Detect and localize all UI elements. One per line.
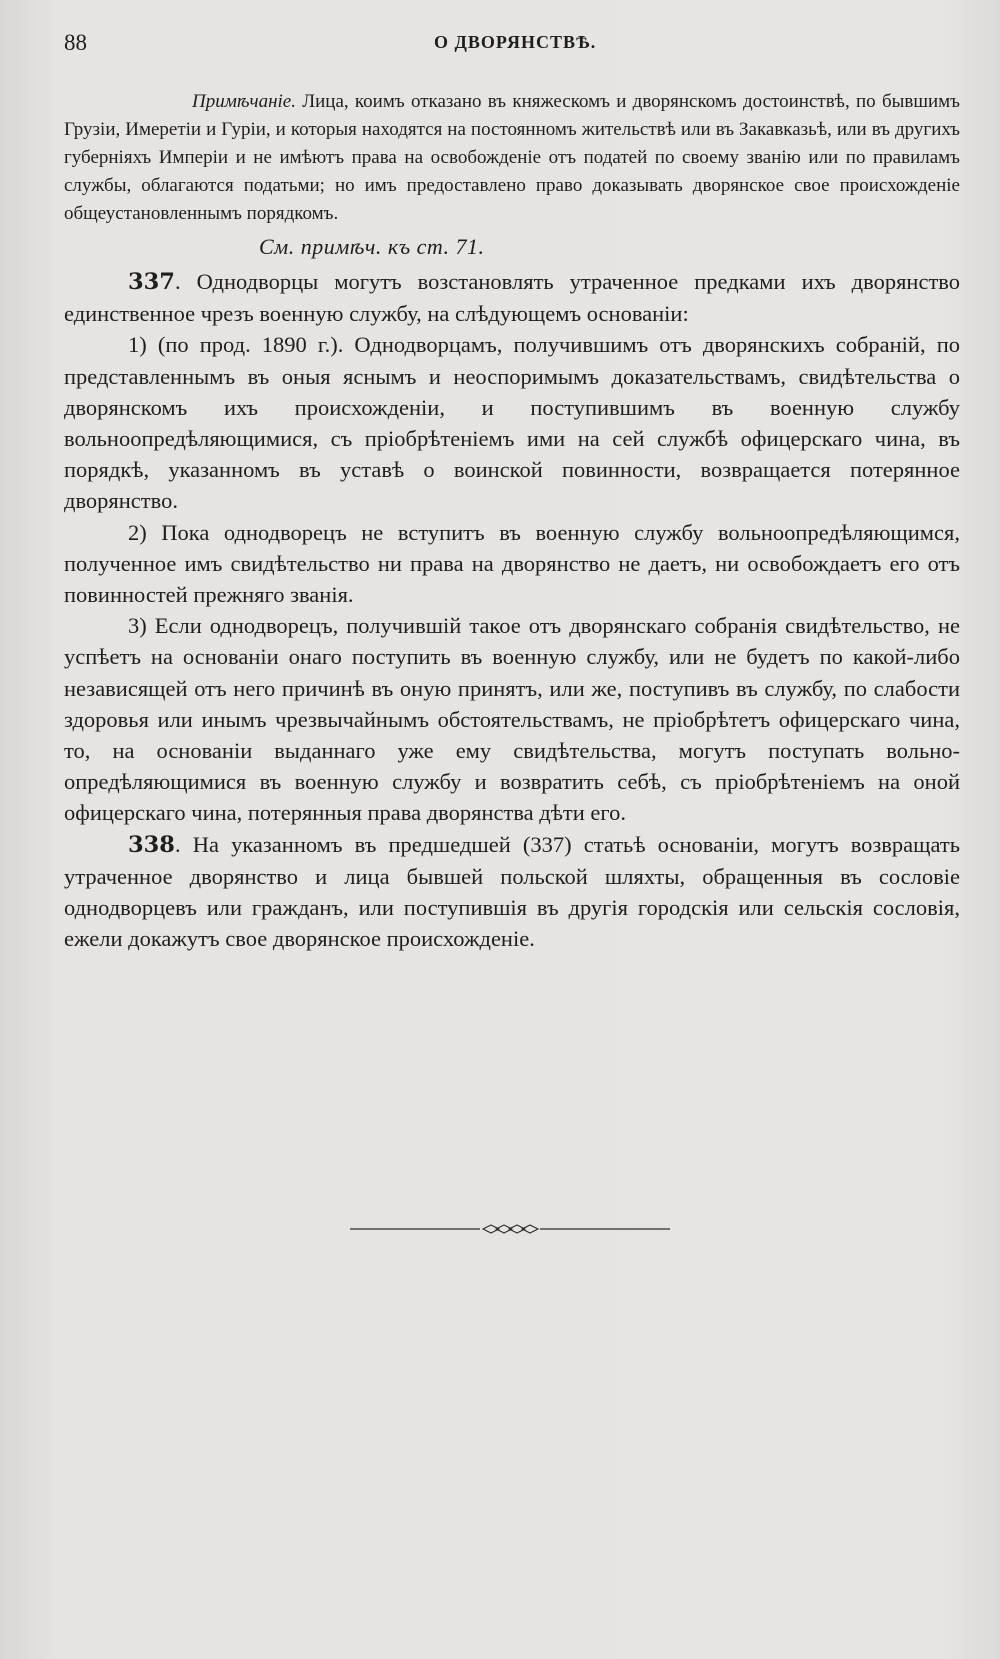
page-body (64, 88, 960, 954)
section-divider (350, 1223, 670, 1235)
note-text: Лица, коимъ отказано въ княжескомъ и дворянскомъ достоинствѣ, по бывшимъ Грузіи, Имеретіи и Гуріи, и которыя находятся на постоянномъ жительствѣ или въ Закавказьѣ, или въ другихъ губерніяхъ Имперіи и не имѣютъ права на освобожденіе отъ податей по своему званію или по правиламъ службы, облагаются податьми; но имъ предоставлено право доказывать дворянское свое происхожденіе общеустановленнымъ порядкомъ. (64, 91, 960, 224)
article-337 (64, 266, 960, 329)
note-paragraph (64, 88, 960, 228)
article-item-2: 2) Пока однодворецъ не вступитъ въ военную службу вольноопредѣляющимся, полученное имъ свидѣтельство ни права на дворянство не даетъ, ни освобождаетъ его отъ повинностей прежняго званія. (64, 519, 960, 608)
article-338 (64, 829, 960, 955)
article-item-3: 3) Если однодворецъ, получившій такое отъ дворянскаго собранія свидѣтельство, не успѣетъ на основаніи онаго поступить въ военную службу, или не будетъ по какой-либо независящей отъ него причинѣ въ оную принятъ, или же, поступивъ въ службу, по слабости здоровья или инымъ чрезвычайнымъ обстоятельствамъ, не пріобрѣтетъ офицерскаго чина, то, на основаніи выданнаго уже ему свидѣтельства, могутъ поступать вольно-опредѣляющимися въ военную службу и возвратить себѣ, съ пріобрѣтеніемъ на оной офицерскаго чина, потерянныя права дворянства дѣти его. (64, 613, 960, 826)
article-item-1: 1) (по прод. 1890 г.). Однодворцамъ, получившимъ отъ дворянскихъ собраній, по представленнымъ въ оныя яснымъ и неоспоримымъ доказательствамъ, свидѣтельства о дворянскомъ ихъ происхожденіи, и поступившимъ въ военную службу вольноопредѣляющимися, съ пріобрѣтеніемъ ими на сей службѣ офицерскаго чина, въ порядкѣ, указанномъ въ уставѣ о воинской повинности, возвращается потерянное дворянство. (64, 332, 960, 514)
article-number: 338 (128, 831, 175, 858)
note-label: Примѣчаніе. (192, 91, 296, 112)
cross-reference: См. примѣч. къ ст. 71. (259, 234, 485, 259)
running-title: О ДВОРЯНСТВѢ. (434, 32, 597, 52)
article-text: . На указанномъ въ предшедшей (337) статьѣ основаніи, могутъ возвращать утраченное дворянство и лица бывшей польской шляхты, обращенныя въ сословіе однодворцевъ или гражданъ, или поступившія въ другія городскія или сельскія сословія, ежели докажутъ свое дворянское происхожденіе. (64, 831, 960, 952)
page-number: 88 (64, 30, 87, 55)
page-header (64, 28, 936, 62)
article-text: . Однодворцы могутъ возстановлять утраченное предками ихъ дворянство единственное чрезъ военную службу, на слѣдующемъ основаніи: (64, 269, 960, 327)
article-number: 337 (128, 269, 175, 295)
